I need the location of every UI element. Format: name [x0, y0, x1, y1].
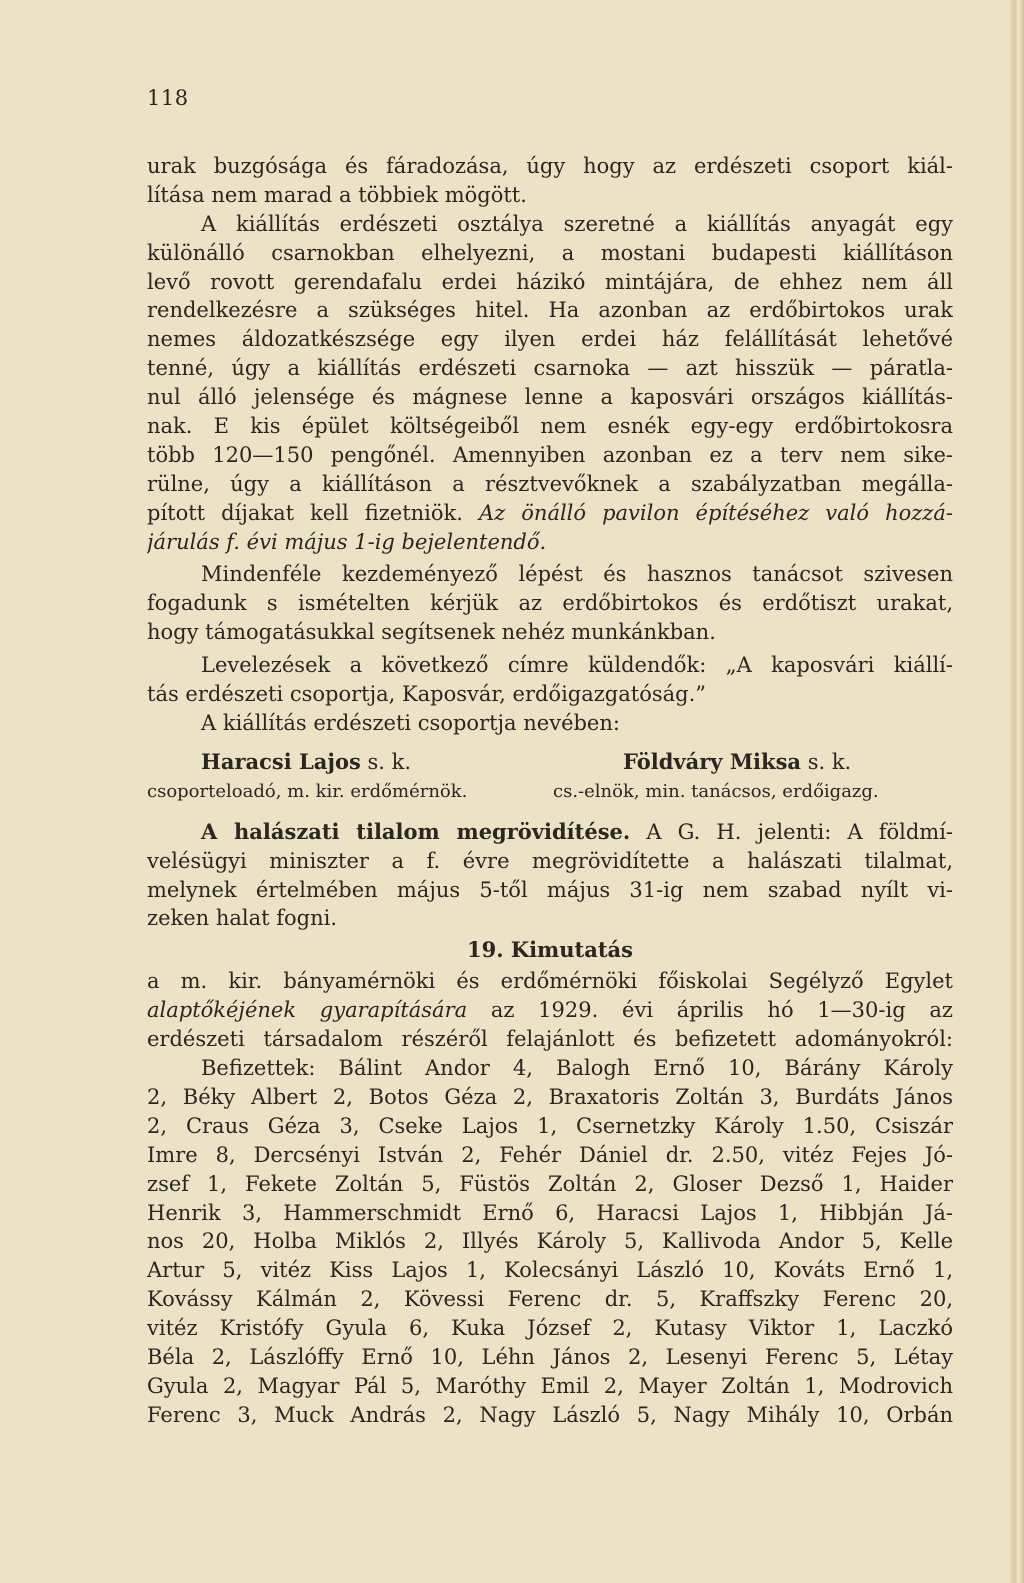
text-line: melynek értelmében május 5-től május 31-ig nem szabad nyílt vi-: [147, 877, 953, 902]
text-run: A G. H. jelenti: A földmí-: [630, 819, 953, 844]
text-line: erdészeti társadalom részéről felajánlott és befizetett adományokról:: [147, 1027, 953, 1052]
text-line: velésügyi miniszter a f. évre megrövidítette a halászati tilalmat,: [147, 848, 953, 873]
donor-line: vitéz Kristófy Gyula 6, Kuka József 2, Kutasy Viktor 1, Laczkó: [147, 1316, 953, 1341]
donor-line: Imre 8, Dercsényi István 2, Fehér Dániel dr. 2.50, vitéz Fejes Jó-: [147, 1142, 953, 1167]
text-line: rendelkezésre a szükséges hitel. Ha azonban az erdőbirtokos urak: [147, 298, 953, 323]
body-text: [147, 152, 953, 1430]
text-line: Levelezések a következő címre küldendők: „A kaposvári kiállí-: [201, 653, 953, 678]
report-heading: 19. Kimutatás: [466, 937, 633, 963]
text-line: nak. E kis épület költségeiből nem esnék egy-egy erdőbirtokosra: [147, 414, 953, 439]
text-line: [147, 818, 953, 847]
donor-line: Béla 2, Lászlóffy Ernő 10, Léhn János 2, Lesenyi Ferenc 5, Létay: [147, 1344, 953, 1369]
donor-line: Befizettek: Bálint Andor 4, Balogh Ernő 10, Bárány Károly: [201, 1056, 953, 1081]
donor-line: 2, Béky Albert 2, Botos Géza 2, Braxatoris Zoltán 3, Burdáts János: [147, 1084, 953, 1109]
text-line: fogadunk s ismételten kérjük az erdőbirtokos és erdőtiszt urakat,: [147, 591, 953, 616]
text-line: zeken halat fogni.: [147, 906, 338, 931]
page-edge: [1010, 0, 1024, 1583]
text-line: tenné, úgy a kiállítás erdészeti csarnoka — azt hisszük — páratla-: [147, 356, 953, 381]
donor-line: 2, Craus Géza 3, Cseke Lajos 1, Csernetzky Károly 1.50, Csiszár: [147, 1113, 953, 1138]
text-line: A kiállítás erdészeti csoportja nevében:: [201, 710, 620, 735]
signatory-name: Haracsi Lajos: [201, 748, 361, 774]
text-line: nul álló jelensége és mágnese lenne a kaposvári országos kiállítás-: [147, 385, 953, 410]
text-line: tás erdészeti csoportja, Kaposvár, erdőigazgatóság.”: [147, 682, 707, 707]
text-line: lítása nem marad a többiek mögött.: [147, 182, 527, 207]
donor-line: Ferenc 3, Muck András 2, Nagy László 5, Nagy Mihály 10, Orbán: [147, 1402, 953, 1427]
text-line: különálló csarnokban elhelyezni, a mostani budapesti kiállításon: [147, 240, 953, 265]
section-heading: A halászati tilalom megrövidítése.: [201, 818, 631, 844]
text-line: [147, 996, 953, 1025]
text-line: Mindenféle kezdeményező lépést és hasznos tanácsot szivesen: [201, 562, 953, 587]
signature-right: [553, 748, 953, 808]
italic-note: Az önálló pavilon építéséhez való hozzá-: [479, 500, 953, 525]
text-run: pított díjakat kell fizetniök.: [147, 500, 479, 525]
donor-line: nos 20, Holba Miklós 2, Illyés Károly 5, Kallivoda Andor 5, Kelle: [147, 1229, 953, 1254]
donor-line: zsef 1, Fekete Zoltán 5, Füstös Zoltán 2, Gloser Dezső 1, Haider: [147, 1171, 953, 1196]
signature-left: [147, 748, 517, 808]
text-line: rülne, úgy a kiállításon a résztvevőknek a szabályzatban megálla-: [147, 471, 953, 496]
signatory-suffix: s. k.: [360, 749, 412, 774]
signatory-suffix: s. k.: [801, 749, 852, 774]
donor-line: Artur 5, vitéz Kiss Lajos 1, Kolecsányi László 10, Kováts Ernő 1,: [147, 1258, 953, 1283]
text-run: az 1929. évi április hó 1—30-ig az: [467, 998, 953, 1023]
italic-note: járulás f. évi május 1-ig bejelentendő.: [147, 529, 547, 554]
signatory-role: cs.-elnök, min. tanácsos, erdőigazg.: [553, 780, 879, 802]
text-line: levő rovott gerendafalu erdei házikó mintájára, de ehhez nem áll: [147, 269, 953, 294]
text-line: [147, 499, 953, 528]
donor-line: Gyula 2, Magyar Pál 5, Maróthy Emil 2, Mayer Zoltán 1, Modrovich: [147, 1373, 953, 1398]
italic-note: alaptőkéjének gyarapítására: [147, 998, 468, 1023]
donor-line: Henrik 3, Hammerschmidt Ernő 6, Haracsi Lajos 1, Hibbján Já-: [147, 1200, 953, 1225]
text-line: nemes áldozatkészsége egy ilyen erdei ház felállítását lehetővé: [147, 327, 953, 352]
text-line: több 120—150 pengőnél. Amennyiben azonban ez a terv nem sike-: [147, 442, 953, 467]
text-line: A kiállítás erdészeti osztálya szeretné a kiállítás anyagát egy: [201, 211, 953, 236]
text-line: urak buzgósága és fáradozása, úgy hogy az erdészeti csoport kiál-: [147, 154, 953, 178]
signature-block: [147, 748, 953, 808]
signatory-role: csoporteloadó, m. kir. erdőmérnök.: [147, 780, 468, 802]
text-line: a m. kir. bányamérnöki és erdőmérnöki főiskolai Segélyző Egylet: [147, 969, 953, 994]
signatory-name: Földváry Miksa: [623, 748, 802, 774]
page-number: 118: [147, 86, 189, 110]
text-line: hogy támogatásukkal segítsenek nehéz munkánkban.: [147, 620, 716, 645]
donor-line: Kovássy Kálmán 2, Kövessi Ferenc dr. 5, Kraffszky Ferenc 20,: [147, 1287, 953, 1312]
